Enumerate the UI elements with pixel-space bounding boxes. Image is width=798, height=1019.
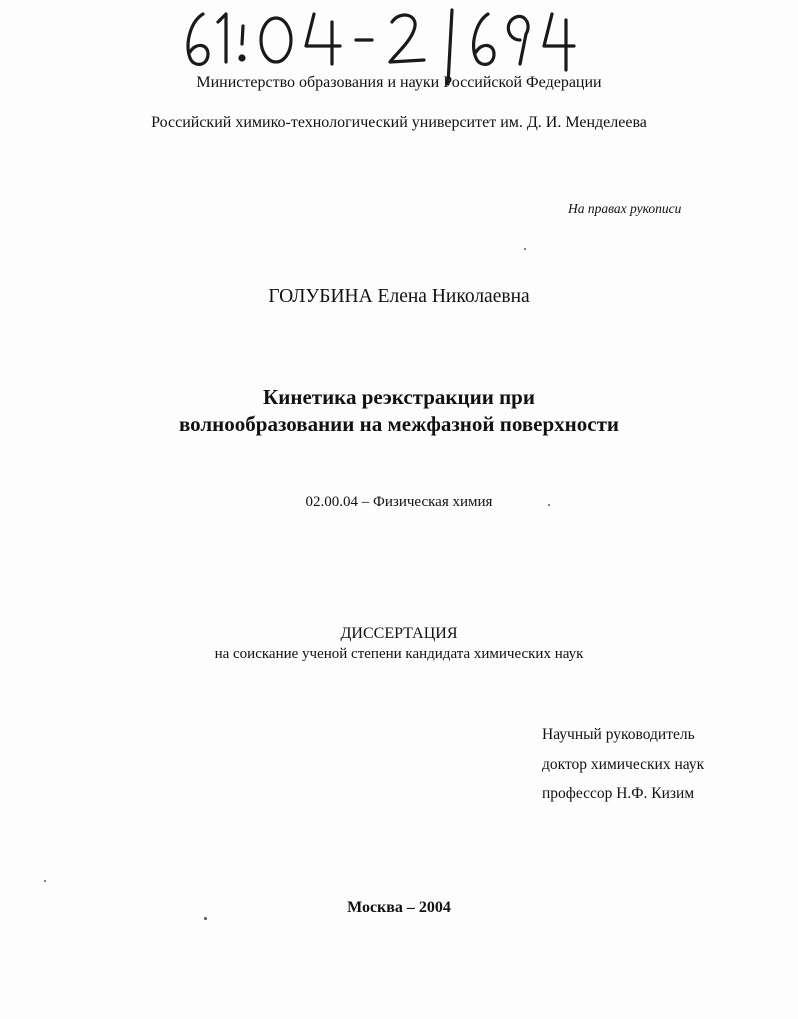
degree-line: на соискание ученой степени кандидата химических наук <box>214 646 584 662</box>
rights-note: На правах рукописи <box>568 201 682 216</box>
author-name: ГОЛУБИНА Елена Николаевна <box>268 286 530 307</box>
university-line: Российский химико-технологический университет им. Д. И. Менделеева <box>151 114 647 131</box>
scan-speck <box>44 880 46 882</box>
scan-speck <box>524 248 526 250</box>
supervisor-role: Научный руководитель <box>542 726 695 743</box>
specialty-code: 02.00.04 – Физическая химия <box>305 494 493 510</box>
title-line-1: Кинетика реэкстракции при <box>263 385 535 409</box>
title-line-2: волнообразовании на межфазной поверхности <box>178 412 620 436</box>
city-year: Москва – 2004 <box>347 899 451 916</box>
dissertation-label: ДИССЕРТАЦИЯ <box>340 625 458 642</box>
supervisor-degree: доктор химических наук <box>542 756 705 773</box>
dissertation-title <box>0 384 798 438</box>
scan-speck <box>548 504 550 506</box>
supervisor-name: профессор Н.Ф. Кизим <box>542 785 695 802</box>
scan-speck <box>204 917 207 920</box>
ministry-line: Министерство образования и науки Российской Федерации <box>196 74 602 91</box>
